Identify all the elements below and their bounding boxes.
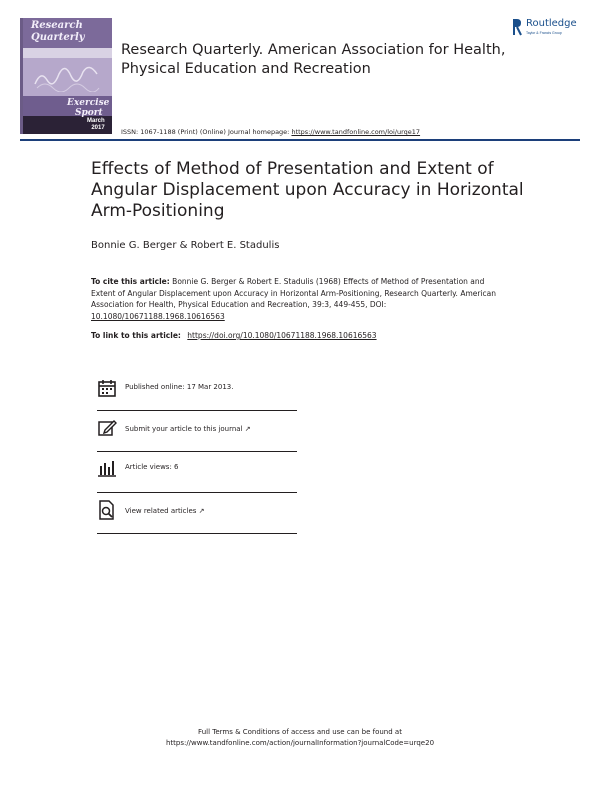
citation-block <box>91 276 511 322</box>
cover-subtitle: Exercise Sport <box>67 98 110 118</box>
terms-text: Full Terms & Conditions of access and use can be found at <box>198 728 402 736</box>
journal-cover-image <box>20 18 112 134</box>
article-authors: Bonnie G. Berger & Robert E. Stadulis <box>91 240 280 251</box>
cover-issue: March 2017 <box>87 118 105 131</box>
divider <box>97 533 297 534</box>
journal-name: Research Quarterly. American Association for Health, Physical Education and Recreation <box>121 42 506 77</box>
calendar-icon <box>97 378 117 398</box>
journal-homepage-link[interactable]: https://www.tandfonline.com/loi/urqe17 <box>291 128 421 136</box>
submit-article-row[interactable] <box>97 418 297 448</box>
divider <box>97 492 297 493</box>
divider <box>97 451 297 452</box>
published-info <box>97 378 297 408</box>
divider <box>97 410 297 411</box>
related-articles-link[interactable]: View related articles <box>125 507 197 515</box>
article-title: Effects of Method of Presentation and Extent of Angular Displacement upon Accuracy in Horizontal Arm-Positioning <box>91 159 524 221</box>
publisher-tagline: Taylor & Francis Group <box>526 31 562 35</box>
link-label: To link to this article: <box>91 331 181 340</box>
cover-title: Research Quarterly <box>31 20 85 43</box>
doi-url-link[interactable]: https://doi.org/10.1080/10671188.1968.10616563 <box>187 331 377 340</box>
routledge-r-icon <box>512 18 522 36</box>
edit-icon <box>97 418 117 438</box>
publisher-name: Routledge <box>526 18 577 29</box>
terms-url-link[interactable]: https://www.tandfonline.com/action/journalInformation?journalCode=urqe20 <box>165 739 435 747</box>
routledge-logo[interactable] <box>512 18 592 40</box>
submit-article-link[interactable]: Submit your article to this journal <box>125 425 243 433</box>
document-search-icon <box>97 500 117 520</box>
header-divider <box>20 139 580 141</box>
published-date: Published online: 17 Mar 2013. <box>125 383 234 391</box>
external-link-icon: ↗ <box>244 425 251 433</box>
article-link-line <box>91 331 377 340</box>
issn-line: ISSN: 1067-1188 (Print) (Online) Journal homepage: https://www.tandfonline.com/loi/urqe17 <box>121 128 421 136</box>
article-views-row <box>97 458 297 488</box>
external-link-icon: ↗ <box>198 507 205 515</box>
citation-doi-link[interactable]: 10.1080/10671188.1968.10616563 <box>91 311 225 321</box>
related-articles-row[interactable] <box>97 500 297 530</box>
bar-chart-icon <box>97 458 117 478</box>
article-views: Article views: 6 <box>125 463 179 471</box>
cover-figures <box>33 64 103 92</box>
terms-footer <box>0 727 600 749</box>
citation-label: To cite this article: <box>91 277 170 286</box>
citation-text: Bonnie G. Berger & Robert E. Stadulis (1968) Effects of Method of Presentation and Extent of Angular Displacement upon Accuracy in Horizontal Arm-Positioning, Research Quarterly. American Association for Health, Physical Education and Recreation, 39:3, 449-455, DOI: <box>91 277 497 309</box>
